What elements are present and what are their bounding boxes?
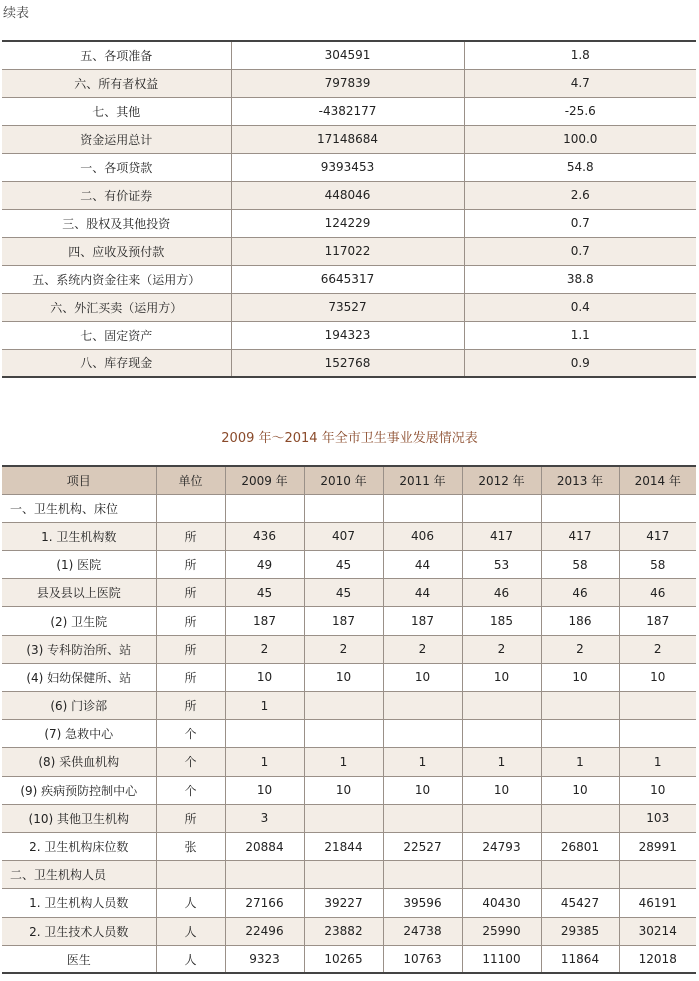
unit-cell: 人 xyxy=(156,945,225,973)
value-cell xyxy=(541,494,619,522)
table-row xyxy=(2,889,696,917)
table-row xyxy=(2,917,696,945)
value-cell: 10 xyxy=(225,776,304,804)
value-cell: -4382177 xyxy=(231,97,464,125)
table-row xyxy=(2,607,696,635)
row-label-cell: 五、系统内资金往来（运用方） xyxy=(2,265,231,293)
value-cell: 29385 xyxy=(541,917,619,945)
value-cell: 1 xyxy=(225,692,304,720)
header-row xyxy=(2,466,696,494)
table-row xyxy=(2,832,696,860)
table-row xyxy=(2,579,696,607)
row-label-cell: 三、股权及其他投资 xyxy=(2,209,231,237)
value-cell: 53 xyxy=(462,551,541,579)
value-cell: 46191 xyxy=(619,889,696,917)
unit-cell: 个 xyxy=(156,748,225,776)
value-cell: 10 xyxy=(619,663,696,691)
value-cell: 6645317 xyxy=(231,265,464,293)
value-cell: 187 xyxy=(304,607,383,635)
value-cell: 187 xyxy=(225,607,304,635)
unit-cell: 所 xyxy=(156,607,225,635)
item-cell: (1) 医院 xyxy=(2,551,156,579)
table-row xyxy=(2,293,696,321)
value-cell xyxy=(383,720,462,748)
value-cell xyxy=(304,861,383,889)
value-cell: -25.6 xyxy=(464,97,696,125)
value-cell: 436 xyxy=(225,522,304,550)
item-cell: 2. 卫生机构床位数 xyxy=(2,832,156,860)
value-cell xyxy=(304,720,383,748)
item-cell: 医生 xyxy=(2,945,156,973)
table-row xyxy=(2,945,696,973)
table-row xyxy=(2,522,696,550)
value-cell: 45427 xyxy=(541,889,619,917)
column-header: 项目 xyxy=(2,466,156,494)
column-header: 2014 年 xyxy=(619,466,696,494)
value-cell: 46 xyxy=(619,579,696,607)
value-cell: 45 xyxy=(304,551,383,579)
value-cell: 185 xyxy=(462,607,541,635)
value-cell xyxy=(383,692,462,720)
value-cell xyxy=(541,692,619,720)
value-cell: 10 xyxy=(304,776,383,804)
value-cell: 1 xyxy=(541,748,619,776)
value-cell: 12018 xyxy=(619,945,696,973)
value-cell: 103 xyxy=(619,804,696,832)
item-cell: (6) 门诊部 xyxy=(2,692,156,720)
value-cell: 11864 xyxy=(541,945,619,973)
row-label-cell: 七、固定资产 xyxy=(2,321,231,349)
column-header: 2012 年 xyxy=(462,466,541,494)
value-cell: 2 xyxy=(462,635,541,663)
value-cell: 10763 xyxy=(383,945,462,973)
finance-table xyxy=(2,40,696,378)
table-row xyxy=(2,804,696,832)
value-cell: 0.7 xyxy=(464,237,696,265)
value-cell: 2 xyxy=(383,635,462,663)
item-cell: (9) 疾病预防控制中心 xyxy=(2,776,156,804)
column-header: 2010 年 xyxy=(304,466,383,494)
value-cell: 2 xyxy=(619,635,696,663)
value-cell: 0.4 xyxy=(464,293,696,321)
value-cell: 45 xyxy=(225,579,304,607)
value-cell: 10265 xyxy=(304,945,383,973)
value-cell: 24738 xyxy=(383,917,462,945)
value-cell: 10 xyxy=(383,776,462,804)
value-cell: 152768 xyxy=(231,349,464,377)
unit-cell: 所 xyxy=(156,551,225,579)
value-cell: 186 xyxy=(541,607,619,635)
value-cell xyxy=(383,494,462,522)
item-cell: 一、卫生机构、床位 xyxy=(2,494,156,522)
table-row xyxy=(2,349,696,377)
item-cell: 1. 卫生机构数 xyxy=(2,522,156,550)
item-cell: (7) 急救中心 xyxy=(2,720,156,748)
value-cell: 10 xyxy=(462,776,541,804)
value-cell: 1 xyxy=(225,748,304,776)
unit-cell: 张 xyxy=(156,832,225,860)
value-cell xyxy=(541,861,619,889)
value-cell: 406 xyxy=(383,522,462,550)
value-cell: 10 xyxy=(383,663,462,691)
table-row xyxy=(2,153,696,181)
unit-cell: 所 xyxy=(156,579,225,607)
item-cell: 县及县以上医院 xyxy=(2,579,156,607)
value-cell: 1 xyxy=(462,748,541,776)
value-cell: 2 xyxy=(225,635,304,663)
value-cell: 1 xyxy=(383,748,462,776)
value-cell: 38.8 xyxy=(464,265,696,293)
value-cell: 448046 xyxy=(231,181,464,209)
table-row xyxy=(2,720,696,748)
row-label-cell: 六、外汇买卖（运用方） xyxy=(2,293,231,321)
value-cell: 10 xyxy=(541,776,619,804)
value-cell xyxy=(462,692,541,720)
table-row xyxy=(2,41,696,69)
value-cell: 30214 xyxy=(619,917,696,945)
value-cell: 417 xyxy=(462,522,541,550)
value-cell xyxy=(619,861,696,889)
table-row xyxy=(2,494,696,522)
value-cell xyxy=(619,720,696,748)
table-row xyxy=(2,237,696,265)
value-cell xyxy=(304,494,383,522)
column-header: 单位 xyxy=(156,466,225,494)
value-cell: 194323 xyxy=(231,321,464,349)
unit-cell: 所 xyxy=(156,522,225,550)
item-cell: (2) 卫生院 xyxy=(2,607,156,635)
item-cell: (4) 妇幼保健所、站 xyxy=(2,663,156,691)
value-cell: 417 xyxy=(541,522,619,550)
value-cell xyxy=(619,494,696,522)
value-cell: 21844 xyxy=(304,832,383,860)
unit-cell: 个 xyxy=(156,720,225,748)
value-cell: 10 xyxy=(541,663,619,691)
item-cell: (3) 专科防治所、站 xyxy=(2,635,156,663)
table-row xyxy=(2,663,696,691)
value-cell: 1 xyxy=(304,748,383,776)
row-label-cell: 资金运用总计 xyxy=(2,125,231,153)
value-cell: 9323 xyxy=(225,945,304,973)
value-cell: 54.8 xyxy=(464,153,696,181)
table-row xyxy=(2,635,696,663)
table-row xyxy=(2,551,696,579)
value-cell: 25990 xyxy=(462,917,541,945)
value-cell: 124229 xyxy=(231,209,464,237)
value-cell: 2 xyxy=(541,635,619,663)
value-cell xyxy=(304,692,383,720)
value-cell: 0.9 xyxy=(464,349,696,377)
item-cell: (10) 其他卫生机构 xyxy=(2,804,156,832)
value-cell: 10 xyxy=(462,663,541,691)
value-cell: 58 xyxy=(619,551,696,579)
continued-label: 续表 xyxy=(3,6,30,21)
row-label-cell: 六、所有者权益 xyxy=(2,69,231,97)
value-cell: 73527 xyxy=(231,293,464,321)
item-cell: 二、卫生机构人员 xyxy=(2,861,156,889)
value-cell xyxy=(541,804,619,832)
value-cell: 9393453 xyxy=(231,153,464,181)
unit-cell xyxy=(156,494,225,522)
health-table xyxy=(2,465,696,974)
value-cell: 4.7 xyxy=(464,69,696,97)
value-cell: 417 xyxy=(619,522,696,550)
value-cell xyxy=(462,494,541,522)
value-cell: 22496 xyxy=(225,917,304,945)
value-cell xyxy=(383,861,462,889)
value-cell xyxy=(225,720,304,748)
item-cell: 2. 卫生技术人员数 xyxy=(2,917,156,945)
unit-cell: 个 xyxy=(156,776,225,804)
table-row xyxy=(2,181,696,209)
table-row xyxy=(2,748,696,776)
unit-cell: 所 xyxy=(156,635,225,663)
unit-cell: 所 xyxy=(156,692,225,720)
value-cell: 49 xyxy=(225,551,304,579)
value-cell: 58 xyxy=(541,551,619,579)
value-cell: 45 xyxy=(304,579,383,607)
table-row xyxy=(2,125,696,153)
value-cell: 40430 xyxy=(462,889,541,917)
table-row xyxy=(2,321,696,349)
table-row xyxy=(2,861,696,889)
value-cell: 28991 xyxy=(619,832,696,860)
value-cell: 44 xyxy=(383,579,462,607)
value-cell: 23882 xyxy=(304,917,383,945)
table-row xyxy=(2,97,696,125)
value-cell xyxy=(462,720,541,748)
table-row xyxy=(2,265,696,293)
value-cell: 187 xyxy=(619,607,696,635)
item-cell: 1. 卫生机构人员数 xyxy=(2,889,156,917)
health-table-title: 2009 年～2014 年全市卫生事业发展情况表 xyxy=(221,431,478,446)
value-cell: 39596 xyxy=(383,889,462,917)
value-cell: 17148684 xyxy=(231,125,464,153)
value-cell xyxy=(225,494,304,522)
value-cell xyxy=(541,720,619,748)
value-cell: 187 xyxy=(383,607,462,635)
unit-cell: 人 xyxy=(156,917,225,945)
value-cell: 10 xyxy=(225,663,304,691)
value-cell: 44 xyxy=(383,551,462,579)
value-cell: 3 xyxy=(225,804,304,832)
value-cell: 797839 xyxy=(231,69,464,97)
row-label-cell: 五、各项准备 xyxy=(2,41,231,69)
row-label-cell: 一、各项贷款 xyxy=(2,153,231,181)
value-cell: 1 xyxy=(619,748,696,776)
value-cell: 46 xyxy=(462,579,541,607)
column-header: 2011 年 xyxy=(383,466,462,494)
value-cell: 1.1 xyxy=(464,321,696,349)
value-cell: 117022 xyxy=(231,237,464,265)
value-cell: 10 xyxy=(304,663,383,691)
value-cell: 26801 xyxy=(541,832,619,860)
value-cell: 22527 xyxy=(383,832,462,860)
unit-cell: 所 xyxy=(156,804,225,832)
value-cell: 20884 xyxy=(225,832,304,860)
table-row xyxy=(2,776,696,804)
value-cell: 2 xyxy=(304,635,383,663)
value-cell: 11100 xyxy=(462,945,541,973)
value-cell: 100.0 xyxy=(464,125,696,153)
value-cell: 0.7 xyxy=(464,209,696,237)
row-label-cell: 四、应收及预付款 xyxy=(2,237,231,265)
value-cell xyxy=(225,861,304,889)
item-cell: (8) 采供血机构 xyxy=(2,748,156,776)
value-cell: 10 xyxy=(619,776,696,804)
row-label-cell: 七、其他 xyxy=(2,97,231,125)
value-cell xyxy=(304,804,383,832)
value-cell: 2.6 xyxy=(464,181,696,209)
value-cell xyxy=(383,804,462,832)
value-cell: 27166 xyxy=(225,889,304,917)
value-cell: 39227 xyxy=(304,889,383,917)
value-cell xyxy=(462,804,541,832)
table-row xyxy=(2,692,696,720)
value-cell xyxy=(462,861,541,889)
value-cell: 24793 xyxy=(462,832,541,860)
value-cell xyxy=(619,692,696,720)
value-cell: 304591 xyxy=(231,41,464,69)
table-row xyxy=(2,209,696,237)
column-header: 2009 年 xyxy=(225,466,304,494)
column-header: 2013 年 xyxy=(541,466,619,494)
value-cell: 407 xyxy=(304,522,383,550)
row-label-cell: 二、有价证券 xyxy=(2,181,231,209)
value-cell: 46 xyxy=(541,579,619,607)
table-row xyxy=(2,69,696,97)
unit-cell: 所 xyxy=(156,663,225,691)
row-label-cell: 八、库存现金 xyxy=(2,349,231,377)
value-cell: 1.8 xyxy=(464,41,696,69)
unit-cell xyxy=(156,861,225,889)
unit-cell: 人 xyxy=(156,889,225,917)
